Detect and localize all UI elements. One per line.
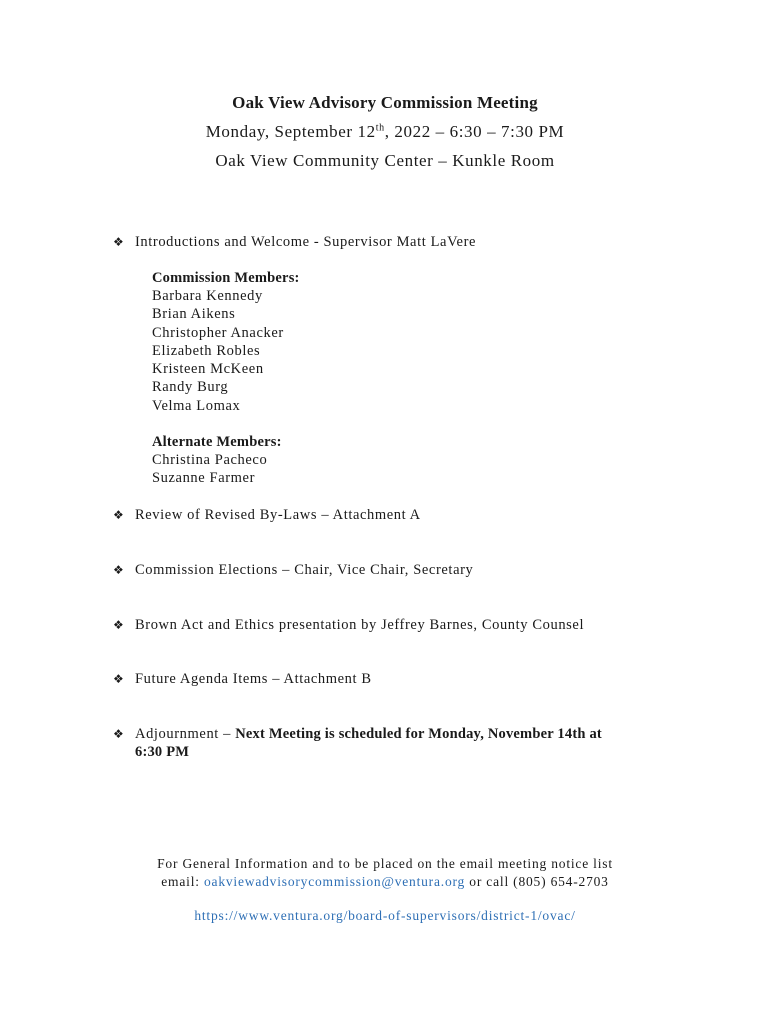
agenda-item-elections bbox=[113, 561, 663, 579]
alternates-heading: Alternate Members: bbox=[152, 434, 282, 450]
agenda-item-introductions bbox=[113, 233, 663, 251]
email-label: email: bbox=[161, 874, 204, 889]
agenda-item-bylaws bbox=[113, 506, 663, 524]
meeting-date bbox=[0, 122, 770, 142]
agenda-item-adjournment bbox=[113, 725, 663, 761]
commission-heading: Commission Members: bbox=[152, 270, 300, 286]
agenda-item-text: Introductions and Welcome - Supervisor Matt LaVere bbox=[135, 234, 477, 250]
alternate-members bbox=[152, 433, 282, 488]
agenda-item-future bbox=[113, 670, 663, 688]
member-name: Suzanne Farmer bbox=[152, 470, 256, 487]
agenda-item-brown-act bbox=[113, 616, 663, 634]
bullet-icon: ❖ bbox=[113, 672, 125, 686]
bullet-icon: ❖ bbox=[113, 618, 125, 632]
member-name: Christopher Anacker bbox=[152, 324, 284, 341]
member-name: Kristeen McKeen bbox=[152, 361, 264, 378]
email-link[interactable]: oakviewadvisorycommission@ventura.org bbox=[203, 874, 466, 889]
member-name: Velma Lomax bbox=[152, 397, 241, 414]
phone-text: or call (805) 654-2703 bbox=[465, 874, 609, 889]
next-meeting-notice: Next Meeting is scheduled for Monday, November 14th at bbox=[235, 726, 602, 742]
member-name: Christina Pacheco bbox=[152, 452, 268, 468]
agenda-item-text: Commission Elections – Chair, Vice Chair, Secretary bbox=[135, 562, 474, 578]
bullet-icon: ❖ bbox=[113, 563, 125, 577]
website-link[interactable]: https://www.ventura.org/board-of-supervisors/district-1/ovac/ bbox=[194, 908, 576, 923]
bullet-icon: ❖ bbox=[113, 508, 125, 522]
date-suffix: th bbox=[375, 122, 385, 134]
footer-info bbox=[0, 855, 770, 891]
member-name: Brian Aikens bbox=[152, 306, 236, 323]
member-name: Randy Burg bbox=[152, 379, 229, 396]
commission-members bbox=[152, 269, 300, 415]
meeting-location: Oak View Community Center – Kunkle Room bbox=[215, 151, 555, 170]
footer-contact bbox=[0, 873, 770, 891]
bullet-icon: ❖ bbox=[113, 235, 125, 249]
bullet-icon: ❖ bbox=[113, 727, 125, 741]
footer-line: For General Information and to be placed on the email meeting notice list bbox=[157, 856, 613, 871]
adjournment-prefix: Adjournment – bbox=[135, 726, 236, 742]
date-rest: , 2022 – 6:30 – 7:30 PM bbox=[384, 122, 565, 141]
agenda-item-text: Brown Act and Ethics presentation by Jeffrey Barnes, County Counsel bbox=[135, 617, 585, 633]
agenda-item-text: Future Agenda Items – Attachment B bbox=[135, 671, 372, 687]
member-name: Elizabeth Robles bbox=[152, 342, 261, 359]
page-title: Oak View Advisory Commission Meeting bbox=[232, 93, 538, 112]
member-name: Barbara Kennedy bbox=[152, 288, 263, 304]
date-prefix: Monday, September 12 bbox=[205, 122, 376, 141]
agenda-item-text: Review of Revised By-Laws – Attachment A bbox=[135, 507, 421, 523]
next-meeting-time: 6:30 PM bbox=[135, 744, 190, 760]
